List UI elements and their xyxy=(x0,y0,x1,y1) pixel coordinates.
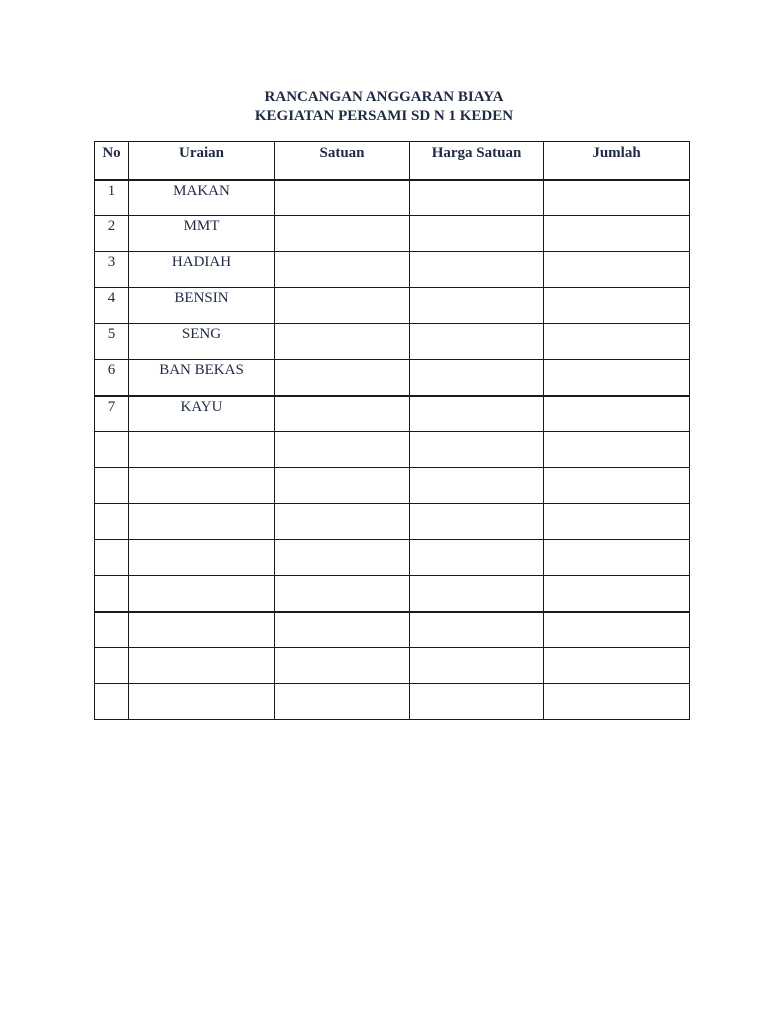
cell-jumlah xyxy=(544,504,690,540)
table-row xyxy=(95,504,690,540)
cell-uraian xyxy=(129,432,275,468)
table-row xyxy=(95,576,690,612)
cell-uraian xyxy=(129,540,275,576)
cell-jumlah xyxy=(544,180,690,216)
cell-uraian: MMT xyxy=(129,216,275,252)
cell-uraian: BENSIN xyxy=(129,288,275,324)
cell-harga-satuan xyxy=(410,540,544,576)
cell-satuan xyxy=(275,684,410,720)
cell-no: 2 xyxy=(95,216,129,252)
cell-satuan xyxy=(275,288,410,324)
cell-no xyxy=(95,468,129,504)
cell-uraian: BAN BEKAS xyxy=(129,360,275,396)
table-row xyxy=(95,648,690,684)
cell-no: 1 xyxy=(95,180,129,216)
cell-harga-satuan xyxy=(410,252,544,288)
table-row xyxy=(95,432,690,468)
cell-jumlah xyxy=(544,324,690,360)
cell-satuan xyxy=(275,540,410,576)
cell-jumlah xyxy=(544,432,690,468)
cell-uraian: KAYU xyxy=(129,396,275,432)
table-row xyxy=(95,180,690,216)
table-row xyxy=(95,216,690,252)
cell-uraian xyxy=(129,612,275,648)
cell-no xyxy=(95,684,129,720)
cell-no: 7 xyxy=(95,396,129,432)
document-subtitle: KEGIATAN PERSAMI SD N 1 KEDEN xyxy=(254,108,514,124)
cell-satuan xyxy=(275,216,410,252)
cell-satuan xyxy=(275,468,410,504)
table-row xyxy=(95,612,690,648)
cell-satuan xyxy=(275,612,410,648)
table-row xyxy=(95,252,690,288)
table-row xyxy=(95,360,690,396)
cell-harga-satuan xyxy=(410,288,544,324)
cell-uraian xyxy=(129,576,275,612)
document-title: RANCANGAN ANGGARAN BIAYA xyxy=(264,89,504,105)
table-row xyxy=(95,468,690,504)
table-body xyxy=(95,180,690,720)
table-header-row xyxy=(95,142,690,180)
cell-jumlah xyxy=(544,360,690,396)
table-row xyxy=(95,684,690,720)
cell-no: 3 xyxy=(95,252,129,288)
cell-jumlah xyxy=(544,288,690,324)
cell-harga-satuan xyxy=(410,468,544,504)
cell-harga-satuan xyxy=(410,432,544,468)
cell-no: 5 xyxy=(95,324,129,360)
cell-jumlah xyxy=(544,468,690,504)
budget-table xyxy=(94,141,690,720)
table-row xyxy=(95,288,690,324)
cell-satuan xyxy=(275,648,410,684)
cell-no: 6 xyxy=(95,360,129,396)
cell-uraian xyxy=(129,504,275,540)
cell-harga-satuan xyxy=(410,324,544,360)
cell-uraian: MAKAN xyxy=(129,180,275,216)
cell-harga-satuan xyxy=(410,684,544,720)
cell-satuan xyxy=(275,504,410,540)
cell-satuan xyxy=(275,576,410,612)
cell-satuan xyxy=(275,396,410,432)
cell-uraian: HADIAH xyxy=(129,252,275,288)
cell-jumlah xyxy=(544,684,690,720)
cell-satuan xyxy=(275,360,410,396)
cell-no: 4 xyxy=(95,288,129,324)
cell-jumlah xyxy=(544,648,690,684)
cell-no xyxy=(95,504,129,540)
cell-jumlah xyxy=(544,576,690,612)
cell-harga-satuan xyxy=(410,612,544,648)
cell-no xyxy=(95,576,129,612)
cell-uraian xyxy=(129,684,275,720)
cell-jumlah xyxy=(544,216,690,252)
header-uraian: Uraian xyxy=(129,142,275,180)
cell-satuan xyxy=(275,432,410,468)
cell-uraian: SENG xyxy=(129,324,275,360)
cell-jumlah xyxy=(544,252,690,288)
header-satuan: Satuan xyxy=(275,142,410,180)
header-jumlah: Jumlah xyxy=(544,142,690,180)
header-no: No xyxy=(95,142,129,180)
cell-satuan xyxy=(275,180,410,216)
cell-harga-satuan xyxy=(410,360,544,396)
cell-no xyxy=(95,612,129,648)
table-row xyxy=(95,540,690,576)
table-row xyxy=(95,324,690,360)
cell-satuan xyxy=(275,324,410,360)
cell-harga-satuan xyxy=(410,396,544,432)
cell-jumlah xyxy=(544,396,690,432)
cell-jumlah xyxy=(544,540,690,576)
cell-no xyxy=(95,540,129,576)
cell-harga-satuan xyxy=(410,180,544,216)
header-harga-satuan: Harga Satuan xyxy=(410,142,544,180)
cell-uraian xyxy=(129,648,275,684)
cell-harga-satuan xyxy=(410,576,544,612)
cell-no xyxy=(95,648,129,684)
cell-satuan xyxy=(275,252,410,288)
cell-harga-satuan xyxy=(410,504,544,540)
table-row xyxy=(95,396,690,432)
cell-harga-satuan xyxy=(410,216,544,252)
cell-harga-satuan xyxy=(410,648,544,684)
cell-uraian xyxy=(129,468,275,504)
cell-no xyxy=(95,432,129,468)
cell-jumlah xyxy=(544,612,690,648)
